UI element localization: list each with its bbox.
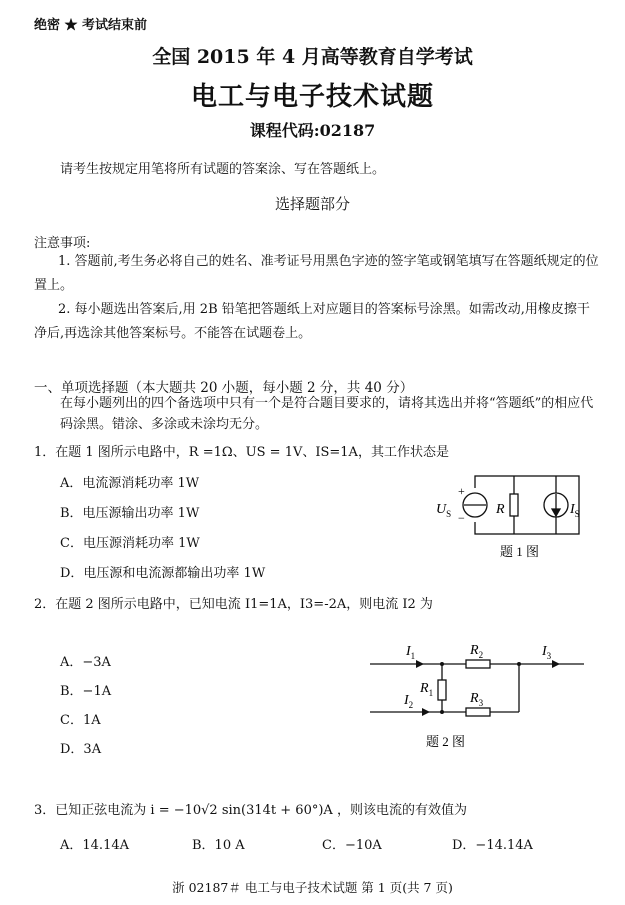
fig2-r2-label: $R_2$: [470, 643, 484, 660]
q1-option-d[interactable]: D．电压源和电流源都输出功率 1W: [60, 566, 266, 581]
section-title: 选择题部分: [274, 195, 350, 213]
exam-title: 全国 2015 年 4 月高等教育自学考试: [152, 46, 473, 68]
q2-option-b[interactable]: B．−1A: [60, 684, 112, 699]
course-code: 课程代码:02187: [249, 121, 376, 140]
fig2-i3-label: $I_3$: [542, 644, 552, 661]
q3-option-a[interactable]: A．14.14A: [60, 838, 129, 853]
q2-option-c[interactable]: C．1A: [60, 713, 101, 728]
page-footer: 浙 02187＃ 电工与电子技术试题 第 1 页(共 7 页): [172, 880, 453, 895]
q3-option-b[interactable]: B．10 A: [192, 838, 245, 853]
note-2: 2. 每小题选出答案后,用 2B 铅笔把答题纸上对应题目的答案标号涂黑。如需改动,用橡皮擦干净后,再选涂其他答案标号。不能答在试题卷上。: [34, 302, 590, 341]
fig2-r1-label: $R_1$: [420, 681, 434, 698]
q3-stem: 3．已知正弦电流为 i = −10√2 sin(314t + 60°)A ，则该电流的有效值为: [34, 803, 467, 818]
q3-option-c[interactable]: C．−10A: [322, 838, 382, 853]
q2-option-d[interactable]: D．3A: [60, 742, 102, 757]
fig2-i1-label: $I_1$: [406, 644, 416, 661]
notes-label: 注意事项:: [34, 236, 91, 251]
q1-stem: 1．在题 1 图所示电路中，R =1Ω、US = 1V、IS=1A，其工作状态是: [34, 445, 449, 460]
fig1-minus-label: −: [458, 511, 465, 525]
fig1-r-label: R: [496, 502, 505, 517]
figure-1-circuit: [430, 466, 590, 566]
q2-option-a[interactable]: A．−3A: [60, 655, 111, 670]
answer-instruction: 请考生按规定用笔将所有试题的答案涂、写在答题纸上。: [60, 162, 386, 177]
part1-desc: 在每小题列出的四个备选项中只有一个是符合题目要求的，请将其选出并将“答题纸”的相应代码涂黑。错涂、多涂或未涂均无分。: [60, 396, 594, 432]
figure-2-circuit: [364, 640, 594, 755]
subject-title: 电工与电子技术试题: [190, 82, 434, 112]
fig2-r3-label: $R_3$: [470, 691, 484, 708]
fig1-is-label: $I_S$: [570, 502, 580, 519]
fig1-caption: 题 1 图: [500, 544, 540, 559]
part1-heading: 一、单项选择题（本大题共 20 小题，每小题 2 分，共 40 分）: [34, 380, 414, 396]
fig2-i2-label: $I_2$: [404, 693, 414, 710]
q1-option-b[interactable]: B．电压源输出功率 1W: [60, 506, 200, 521]
q1-option-a[interactable]: A．电流源消耗功率 1W: [60, 476, 200, 491]
note-1: 1. 答题前,考生务必将自己的姓名、准考证号用黑色字迹的签字笔或钢笔填写在答题纸规定的位置上。: [34, 254, 599, 293]
q1-option-c[interactable]: C．电压源消耗功率 1W: [60, 536, 200, 551]
secret-label: 绝密 ★ 考试结束前: [34, 18, 148, 33]
fig2-caption: 题 2 图: [426, 734, 466, 749]
fig1-plus-label: +: [458, 484, 465, 498]
q3-option-d[interactable]: D．−14.14A: [452, 838, 533, 853]
fig1-us-label: $U_S$: [436, 502, 452, 519]
q2-stem: 2．在题 2 图所示电路中，已知电流 I1=1A，I3=-2A，则电流 I2 为: [34, 597, 433, 612]
